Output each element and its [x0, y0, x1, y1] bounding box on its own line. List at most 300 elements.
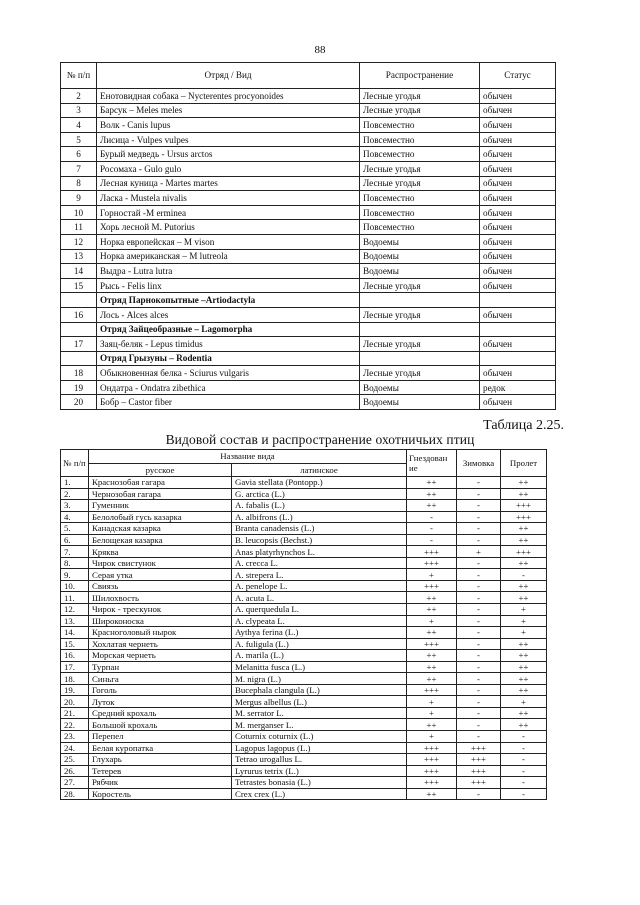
header-species-name: Название вида: [89, 450, 407, 464]
table-row: [61, 569, 547, 581]
russian-name: Глухарь: [89, 754, 232, 766]
table-row: [61, 650, 547, 662]
russian-name: Средний крохаль: [89, 707, 232, 719]
table-cell: [360, 293, 480, 308]
migration-value: -: [501, 788, 547, 800]
nesting-value: +++: [407, 765, 457, 777]
row-number: 18: [61, 366, 97, 381]
species-name: Норка американская – M lutreola: [97, 249, 360, 264]
migration-value: -: [501, 731, 547, 743]
wintering-value: -: [457, 615, 501, 627]
russian-name: Чернозобая гагара: [89, 488, 232, 500]
table-title: Видовой состав и распространение охотничьих птиц: [165, 432, 475, 447]
row-number: 23.: [61, 731, 89, 743]
table-row: [61, 511, 547, 523]
russian-name: Шилохвость: [89, 592, 232, 604]
migration-value: +: [501, 696, 547, 708]
table-cell: [360, 351, 480, 366]
row-number: 27.: [61, 777, 89, 789]
distribution: Повсеместно: [360, 147, 480, 162]
latin-name: Mergus albellus (L.): [232, 696, 407, 708]
species-name: Норка европейская – M vison: [97, 234, 360, 249]
table-row: [61, 147, 556, 162]
migration-value: ++: [501, 707, 547, 719]
table-cell: [480, 322, 556, 337]
status: обычен: [480, 366, 556, 381]
distribution: Лесные угодья: [360, 337, 480, 352]
wintering-value: -: [457, 731, 501, 743]
russian-name: Хохлатая чернеть: [89, 638, 232, 650]
russian-name: Кряква: [89, 546, 232, 558]
row-number: 10: [61, 205, 97, 220]
russian-name: Канадская казарка: [89, 523, 232, 535]
migration-value: -: [501, 765, 547, 777]
row-number: 26.: [61, 765, 89, 777]
latin-name: A. acuta L.: [232, 592, 407, 604]
table-row: [61, 557, 547, 569]
latin-name: Lyrurus tetrix (L.): [232, 765, 407, 777]
table-row: [61, 615, 547, 627]
russian-name: Широконоска: [89, 615, 232, 627]
table-row: [61, 673, 547, 685]
table-row: [61, 264, 556, 279]
distribution: Лесные угодья: [360, 307, 480, 322]
distribution: Повсеместно: [360, 132, 480, 147]
table-row: [61, 488, 547, 500]
russian-name: Синьга: [89, 673, 232, 685]
wintering-value: +++: [457, 765, 501, 777]
table-row: [61, 500, 547, 512]
row-number: 5: [61, 132, 97, 147]
row-number: 20: [61, 395, 97, 410]
nesting-value: ++: [407, 661, 457, 673]
table-row: [61, 742, 547, 754]
migration-value: ++: [501, 661, 547, 673]
distribution: Повсеместно: [360, 118, 480, 133]
row-number: 15: [61, 278, 97, 293]
header-migration: Пролет: [501, 450, 547, 477]
migration-value: ++: [501, 477, 547, 489]
table-row: [61, 249, 556, 264]
table-row: [61, 604, 547, 616]
species-name: Лесная куница - Martes martes: [97, 176, 360, 191]
species-name: Лось - Alces alces: [97, 307, 360, 322]
table-row: [61, 161, 556, 176]
row-number: 22.: [61, 719, 89, 731]
russian-name: Серая утка: [89, 569, 232, 581]
nesting-value: +: [407, 696, 457, 708]
row-number: 1.: [61, 477, 89, 489]
table-row: [61, 477, 547, 489]
nesting-value: ++: [407, 477, 457, 489]
russian-name: Рябчик: [89, 777, 232, 789]
row-number: 5.: [61, 523, 89, 535]
status: обычен: [480, 89, 556, 104]
wintering-value: -: [457, 569, 501, 581]
nesting-value: +++: [407, 557, 457, 569]
russian-name: Свиязь: [89, 580, 232, 592]
wintering-value: -: [457, 627, 501, 639]
nesting-value: ++: [407, 592, 457, 604]
russian-name: Гуменник: [89, 500, 232, 512]
distribution: Водоемы: [360, 395, 480, 410]
latin-name: A. strepera L.: [232, 569, 407, 581]
migration-value: +: [501, 615, 547, 627]
nesting-value: +: [407, 569, 457, 581]
distribution: Водоемы: [360, 380, 480, 395]
nesting-value: +++: [407, 684, 457, 696]
latin-name: A. clypeata L.: [232, 615, 407, 627]
nesting-value: ++: [407, 627, 457, 639]
status: обычен: [480, 307, 556, 322]
distribution: Лесные угодья: [360, 103, 480, 118]
table-row: [61, 580, 547, 592]
species-name: Обыкновенная белка - Sciurus vulgaris: [97, 366, 360, 381]
latin-name: Gavia stellata (Pontopp.): [232, 477, 407, 489]
latin-name: A. fuligula (L.): [232, 638, 407, 650]
russian-name: Белая куропатка: [89, 742, 232, 754]
latin-name: Bucephala clangula (L.): [232, 684, 407, 696]
wintering-value: -: [457, 719, 501, 731]
wintering-value: -: [457, 557, 501, 569]
header-russian: русское: [89, 463, 232, 477]
table-row: [61, 118, 556, 133]
table-row: [61, 765, 547, 777]
russian-name: Тетерев: [89, 765, 232, 777]
table-row: [61, 534, 547, 546]
table-cell: [61, 351, 97, 366]
migration-value: -: [501, 754, 547, 766]
row-number: 9: [61, 191, 97, 206]
row-number: 13: [61, 249, 97, 264]
species-name: Ондатра - Ondatra zibethica: [97, 380, 360, 395]
header-wintering: Зимовка: [457, 450, 501, 477]
order-heading: Отряд Зайцеобразные – Lagomorpha: [97, 322, 360, 337]
distribution: Водоемы: [360, 234, 480, 249]
latin-name: A. querquedula L.: [232, 604, 407, 616]
row-number: 4: [61, 118, 97, 133]
russian-name: Белощекая казарка: [89, 534, 232, 546]
wintering-value: -: [457, 500, 501, 512]
row-number: 24.: [61, 742, 89, 754]
status: обычен: [480, 264, 556, 279]
section-row: [61, 293, 556, 308]
distribution: Лесные угодья: [360, 278, 480, 293]
row-number: 18.: [61, 673, 89, 685]
row-number: 11: [61, 220, 97, 235]
latin-name: G. arctica (L.): [232, 488, 407, 500]
russian-name: Чирок - трескунок: [89, 604, 232, 616]
page-number: 88: [314, 44, 326, 56]
latin-name: M. serrator L.: [232, 707, 407, 719]
row-number: 3.: [61, 500, 89, 512]
russian-name: Чирок свистунок: [89, 557, 232, 569]
row-number: 17.: [61, 661, 89, 673]
table-row: [61, 777, 547, 789]
nesting-value: +++: [407, 777, 457, 789]
distribution: Лесные угодья: [360, 176, 480, 191]
wintering-value: +++: [457, 754, 501, 766]
table-row: [61, 89, 556, 104]
distribution: Лесные угодья: [360, 366, 480, 381]
header-status: Статус: [480, 63, 556, 89]
russian-name: Луток: [89, 696, 232, 708]
table-row: [61, 278, 556, 293]
mammals-table: [60, 62, 556, 410]
table-row: [61, 132, 556, 147]
nesting-value: +: [407, 731, 457, 743]
birds-table: [60, 449, 547, 800]
section-row: [61, 322, 556, 337]
nesting-value: ++: [407, 500, 457, 512]
migration-value: ++: [501, 592, 547, 604]
migration-value: ++: [501, 534, 547, 546]
migration-value: +: [501, 604, 547, 616]
wintering-value: +++: [457, 777, 501, 789]
table-cell: [61, 322, 97, 337]
mammals-table-body: [61, 89, 556, 410]
migration-value: ++: [501, 523, 547, 535]
species-name: Барсук – Meles meles: [97, 103, 360, 118]
table-row: [61, 754, 547, 766]
latin-name: B. leucopsis (Bechst.): [232, 534, 407, 546]
latin-name: Melanitta fusca (L.): [232, 661, 407, 673]
nesting-value: ++: [407, 788, 457, 800]
species-name: Горностай -M erminea: [97, 205, 360, 220]
table-row: [61, 103, 556, 118]
latin-name: Anas platyrhynchos L.: [232, 546, 407, 558]
table-row: [61, 191, 556, 206]
wintering-value: -: [457, 580, 501, 592]
species-name: Волк - Canis lupus: [97, 118, 360, 133]
latin-name: Tetrastes bonasia (L.): [232, 777, 407, 789]
species-name: Бурый медведь - Ursus arctos: [97, 147, 360, 162]
nesting-value: ++: [407, 488, 457, 500]
russian-name: Красноголовый нырок: [89, 627, 232, 639]
section-row: [61, 351, 556, 366]
nesting-value: ++: [407, 604, 457, 616]
row-number: 28.: [61, 788, 89, 800]
species-name: Рысь - Felis linx: [97, 278, 360, 293]
wintering-value: -: [457, 477, 501, 489]
distribution: Водоемы: [360, 264, 480, 279]
row-number: 16.: [61, 650, 89, 662]
nesting-value: +++: [407, 546, 457, 558]
table-caption: Таблица 2.25.: [483, 418, 564, 433]
russian-name: Турпан: [89, 661, 232, 673]
wintering-value: -: [457, 661, 501, 673]
table-row: [61, 176, 556, 191]
latin-name: Tetrao urogallus L.: [232, 754, 407, 766]
species-name: Лисица - Vulpes vulpes: [97, 132, 360, 147]
distribution: Водоемы: [360, 249, 480, 264]
migration-value: +++: [501, 500, 547, 512]
row-number: 12: [61, 234, 97, 249]
status: обычен: [480, 161, 556, 176]
row-number: 15.: [61, 638, 89, 650]
header-order-species: Отряд / Вид: [97, 63, 360, 89]
header-latin: латинское: [232, 463, 407, 477]
migration-value: +++: [501, 546, 547, 558]
table-row: [61, 696, 547, 708]
status: обычен: [480, 249, 556, 264]
migration-value: ++: [501, 488, 547, 500]
latin-name: A. crecca L.: [232, 557, 407, 569]
row-number: 14: [61, 264, 97, 279]
row-number: 9.: [61, 569, 89, 581]
nesting-value: +++: [407, 638, 457, 650]
table-row: [61, 205, 556, 220]
latin-name: A. marila (L.): [232, 650, 407, 662]
nesting-value: +++: [407, 580, 457, 592]
header-nesting: Гнездован ие: [407, 450, 457, 477]
migration-value: ++: [501, 673, 547, 685]
wintering-value: -: [457, 684, 501, 696]
table-cell: [61, 293, 97, 308]
table-row: [61, 661, 547, 673]
wintering-value: -: [457, 638, 501, 650]
latin-name: Crex crex (L.): [232, 788, 407, 800]
table-row: [61, 707, 547, 719]
header-number: № п/п: [61, 450, 89, 477]
row-number: 17: [61, 337, 97, 352]
row-number: 19.: [61, 684, 89, 696]
latin-name: A. fabalis (L.): [232, 500, 407, 512]
status: обычен: [480, 118, 556, 133]
wintering-value: -: [457, 707, 501, 719]
table-row: [61, 234, 556, 249]
status: обычен: [480, 395, 556, 410]
species-name: Росомаха - Gulo gulo: [97, 161, 360, 176]
row-number: 2.: [61, 488, 89, 500]
nesting-value: ++: [407, 719, 457, 731]
status: обычен: [480, 191, 556, 206]
distribution: Лесные угодья: [360, 89, 480, 104]
status: обычен: [480, 205, 556, 220]
status: обычен: [480, 234, 556, 249]
row-number: 20.: [61, 696, 89, 708]
row-number: 14.: [61, 627, 89, 639]
distribution: Повсеместно: [360, 191, 480, 206]
latin-name: A. albifrons (L.): [232, 511, 407, 523]
russian-name: Коростель: [89, 788, 232, 800]
wintering-value: -: [457, 511, 501, 523]
migration-value: ++: [501, 650, 547, 662]
row-number: 2: [61, 89, 97, 104]
status: обычен: [480, 176, 556, 191]
migration-value: ++: [501, 557, 547, 569]
wintering-value: -: [457, 534, 501, 546]
nesting-value: -: [407, 523, 457, 535]
migration-value: ++: [501, 580, 547, 592]
russian-name: Краснозобая гагара: [89, 477, 232, 489]
nesting-value: -: [407, 534, 457, 546]
migration-value: -: [501, 569, 547, 581]
status: обычен: [480, 103, 556, 118]
distribution: Повсеместно: [360, 220, 480, 235]
wintering-value: -: [457, 650, 501, 662]
table-row: [61, 788, 547, 800]
nesting-value: +: [407, 707, 457, 719]
latin-name: Aythya ferina (L.): [232, 627, 407, 639]
russian-name: Белолобый гусь казарка: [89, 511, 232, 523]
table-cell: [360, 322, 480, 337]
status: редок: [480, 380, 556, 395]
species-name: Заяц-беляк - Lepus timidus: [97, 337, 360, 352]
order-heading: Отряд Грызуны – Rodentia: [97, 351, 360, 366]
migration-value: +++: [501, 511, 547, 523]
row-number: 12.: [61, 604, 89, 616]
table-row: [61, 380, 556, 395]
table-row: [61, 684, 547, 696]
row-number: 8.: [61, 557, 89, 569]
table-cell: [480, 351, 556, 366]
species-name: Ласка - Mustela nivalis: [97, 191, 360, 206]
nesting-value: +: [407, 615, 457, 627]
distribution: Повсеместно: [360, 205, 480, 220]
table-header-row: [61, 63, 556, 89]
row-number: 19: [61, 380, 97, 395]
table-cell: [480, 293, 556, 308]
table-row: [61, 220, 556, 235]
wintering-value: +++: [457, 742, 501, 754]
status: обычен: [480, 220, 556, 235]
table-row: [61, 307, 556, 322]
latin-name: A. penelope L.: [232, 580, 407, 592]
russian-name: Гоголь: [89, 684, 232, 696]
row-number: 11.: [61, 592, 89, 604]
row-number: 16: [61, 307, 97, 322]
row-number: 8: [61, 176, 97, 191]
order-heading: Отряд Парнокопытные –Artiodactyla: [97, 293, 360, 308]
nesting-value: ++: [407, 650, 457, 662]
russian-name: Морская чернеть: [89, 650, 232, 662]
row-number: 13.: [61, 615, 89, 627]
status: обычен: [480, 278, 556, 293]
migration-value: -: [501, 777, 547, 789]
birds-table-body: [61, 477, 547, 800]
nesting-value: -: [407, 511, 457, 523]
latin-name: M. merganser L.: [232, 719, 407, 731]
table-row: [61, 395, 556, 410]
row-number: 6: [61, 147, 97, 162]
header-number: № п/п: [61, 63, 97, 89]
wintering-value: -: [457, 673, 501, 685]
table-row: [61, 719, 547, 731]
header-distribution: Распространение: [360, 63, 480, 89]
table-row: [61, 592, 547, 604]
migration-value: +: [501, 627, 547, 639]
distribution: Лесные угодья: [360, 161, 480, 176]
russian-name: Перепел: [89, 731, 232, 743]
table-row: [61, 337, 556, 352]
row-number: 7: [61, 161, 97, 176]
row-number: 25.: [61, 754, 89, 766]
table-row: [61, 627, 547, 639]
table-row: [61, 731, 547, 743]
migration-value: ++: [501, 638, 547, 650]
species-name: Бобр – Castor fiber: [97, 395, 360, 410]
migration-value: ++: [501, 719, 547, 731]
row-number: 21.: [61, 707, 89, 719]
table-row: [61, 546, 547, 558]
wintering-value: -: [457, 788, 501, 800]
status: обычен: [480, 147, 556, 162]
nesting-value: +++: [407, 754, 457, 766]
latin-name: Coturnix coturnix (L.): [232, 731, 407, 743]
russian-name: Большой крохаль: [89, 719, 232, 731]
wintering-value: -: [457, 523, 501, 535]
